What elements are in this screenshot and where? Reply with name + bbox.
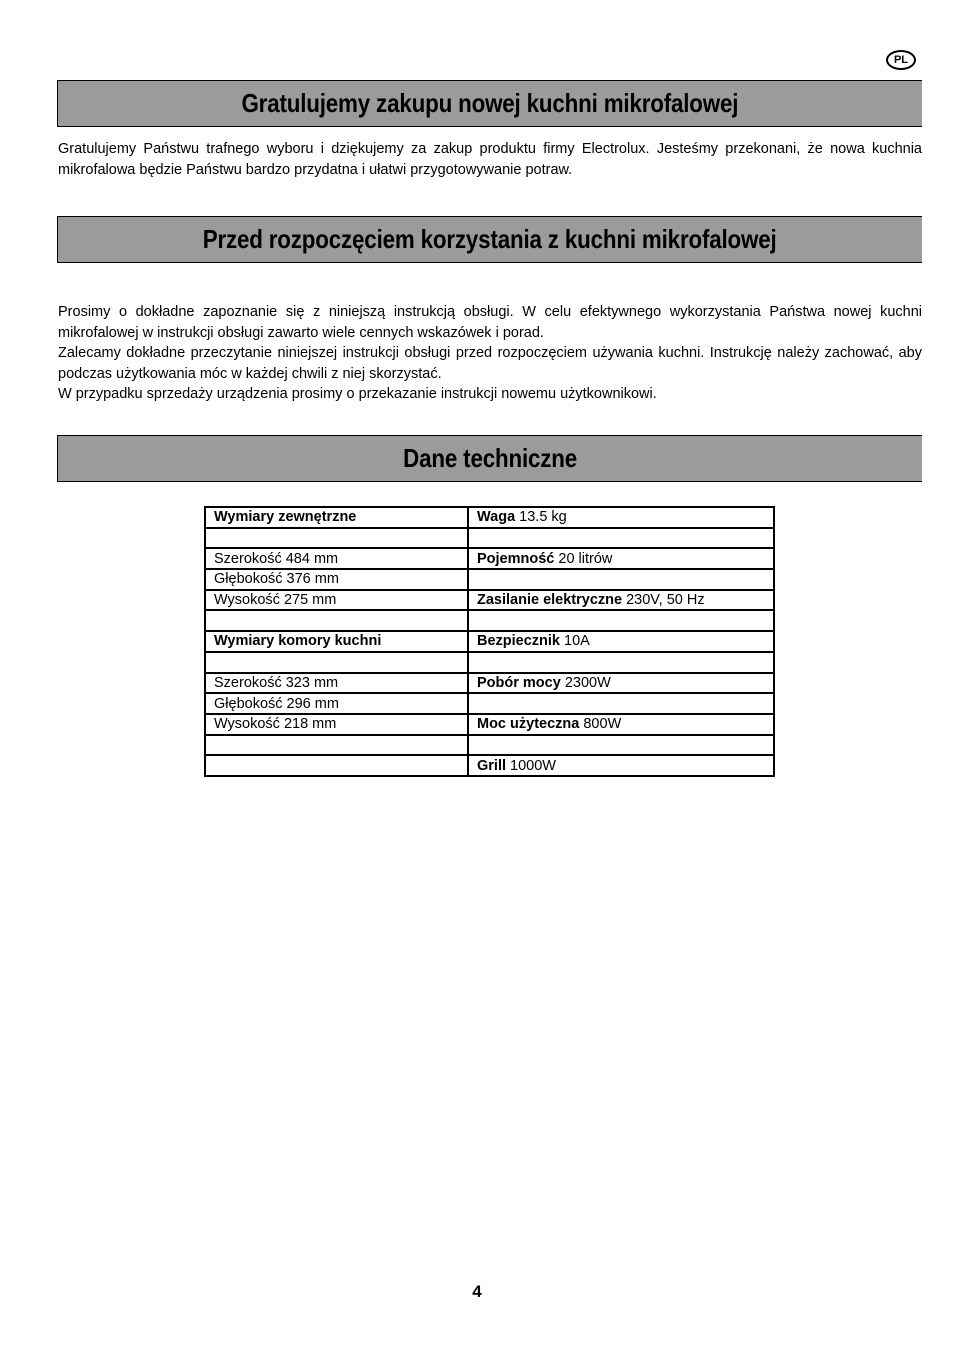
section-header-before-use [57, 216, 922, 263]
cell-value: 10A [560, 633, 590, 650]
table-row [205, 631, 774, 652]
section-header-technical-data [57, 435, 922, 482]
table-row [205, 755, 774, 776]
cell-value: Szerokość 323 mm [214, 674, 339, 691]
table-row [205, 673, 774, 694]
table-cell [468, 755, 774, 776]
section-title: Przed rozpoczęciem korzystania z kuchni mikrofalowej [203, 224, 777, 254]
table-cell [205, 755, 468, 776]
cell-label: Grill [477, 757, 507, 774]
before-use-text [58, 302, 922, 405]
cell-value: Szerokość 484 mm [214, 550, 339, 567]
table-cell [205, 507, 468, 528]
table-cell [468, 714, 774, 735]
paragraph: Prosimy o dokładne zapoznanie się z niniejszą instrukcją obsługi. W celu efektywnego wykorzystania Państwa nowej kuchni mikrofalowej w instrukcji obsługi zawarto wiele cennych wskazówek i porad. [58, 304, 922, 341]
table-row [205, 610, 774, 631]
table-row [205, 693, 774, 714]
table-row [205, 652, 774, 673]
table-row [205, 714, 774, 735]
cell-value: 800W [579, 716, 622, 733]
paragraph: W przypadku sprzedaży urządzenia prosimy o przekazanie instrukcji nowemu użytkownikowi. [58, 386, 657, 402]
table-cell [205, 548, 468, 569]
table-row [205, 507, 774, 528]
paragraph: Gratulujemy Państwu trafnego wyboru i dziękujemy za zakup produktu firmy Electrolux. Jesteśmy przekonani, że nowa kuchnia mikrofalowa będzie Państwu bardzo przydatna i ułatwi przygotowywanie potraw. [58, 141, 922, 178]
table-cell [205, 652, 468, 673]
table-cell [468, 652, 774, 673]
page-number: 4 [472, 1282, 482, 1301]
table-cell [205, 714, 468, 735]
cell-value: 20 litrów [554, 550, 613, 567]
technical-data-table [204, 506, 775, 777]
table-cell [205, 528, 468, 549]
table-cell [468, 673, 774, 694]
section-title: Gratulujemy zakupu nowej kuchni mikrofalowej [241, 88, 739, 118]
technical-data-table-body [205, 507, 774, 776]
table-row [205, 569, 774, 590]
table-cell [205, 673, 468, 694]
congratulations-text [58, 139, 922, 180]
table-cell [205, 590, 468, 611]
table-cell [468, 735, 774, 756]
table-cell [468, 590, 774, 611]
table-cell [205, 569, 468, 590]
cell-value: 230V, 50 Hz [622, 592, 705, 609]
table-cell [468, 528, 774, 549]
paragraph: Zalecamy dokładne przeczytanie niniejszej instrukcji obsługi przed rozpoczęciem używania kuchni. Instrukcję należy zachować, aby podczas użytkowania móc w każdej chwili z niej skorzystać. [58, 345, 922, 382]
cell-label: Wymiary zewnętrzne [214, 509, 357, 526]
table-cell [468, 569, 774, 590]
table-cell [205, 631, 468, 652]
table-cell [468, 631, 774, 652]
table-row [205, 735, 774, 756]
cell-label: Wymiary komory kuchni [214, 633, 382, 650]
cell-label: Pobór mocy [477, 674, 561, 691]
table-row [205, 528, 774, 549]
table-row [205, 590, 774, 611]
table-cell [468, 507, 774, 528]
cell-value: 1000W [506, 757, 556, 774]
table-cell [205, 610, 468, 631]
table-cell [468, 610, 774, 631]
section-title: Dane techniczne [403, 443, 577, 473]
table-row [205, 548, 774, 569]
cell-value: 13.5 kg [515, 509, 567, 526]
cell-value: Głębokość 296 mm [214, 695, 339, 712]
table-cell [468, 693, 774, 714]
cell-value: Głębokość 376 mm [214, 571, 339, 588]
language-badge: PL [886, 50, 916, 70]
cell-value: Wysokość 275 mm [214, 592, 337, 609]
table-cell [205, 693, 468, 714]
table-cell [468, 548, 774, 569]
cell-label: Moc użyteczna [477, 716, 580, 733]
cell-label: Zasilanie elektryczne [477, 592, 623, 609]
section-header-congratulations [57, 80, 922, 127]
cell-label: Bezpiecznik [477, 633, 560, 650]
cell-label: Waga [477, 509, 516, 526]
cell-value: Wysokość 218 mm [214, 716, 337, 733]
table-cell [205, 735, 468, 756]
cell-value: 2300W [560, 674, 611, 691]
cell-label: Pojemność [477, 550, 555, 567]
